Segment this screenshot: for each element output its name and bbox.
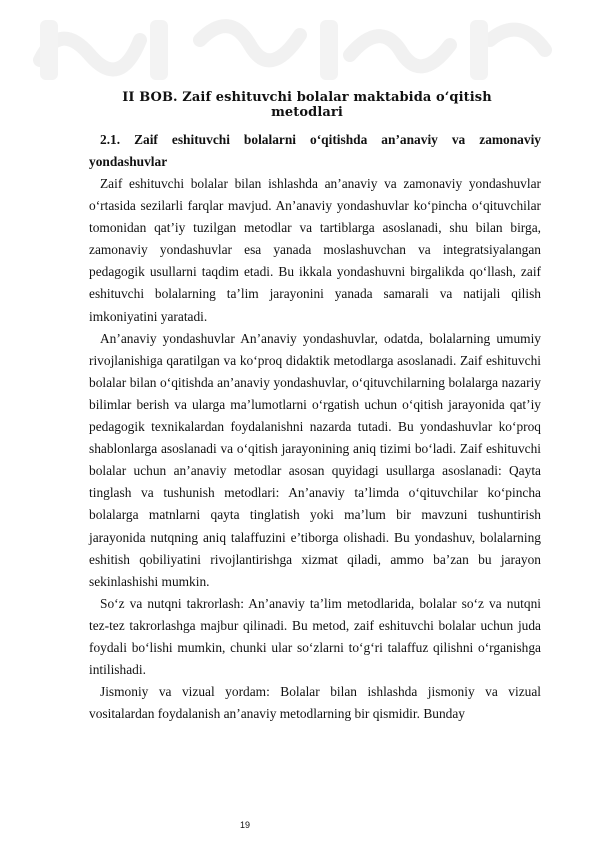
paragraph-3: So‘z va nutqni takrorlash: An’anaviy ta’lim metodlarida, bolalar so‘z va nutqni tez-tez takrorlashga majbur qilinadi. Bu metod, zaif eshituvchi bolalar uchun juda foydali bo‘lishi mumkin, chunki ular so‘zlarni to‘g‘ri talaffuz qilishni o‘rganishga intilishadi. <box>89 595 541 678</box>
document-page <box>89 90 541 725</box>
paragraph-4: Jismoniy va vizual yordam: Bolalar bilan ishlashda jismoniy va vizual vositalardan foydalanish an’anaviy metodlarning bir qismidir. Bunday <box>89 684 541 722</box>
paragraph-1: Zaif eshituvchi bolalar bilan ishlashda an’anaviy va zamonaviy yondashuvlar o‘rtasida sezilarli farqlar mavjud. An’anaviy yondashuvlar ko‘pincha o‘qituvchilar tomonidan qat’iy tuzilgan metodlar va tartiblarga asoslanadi, shu bilan birga, zamonaviy yondashuvlar esa yanada moslashuvchan va integratsiyalangan pedagogik usullarni taqdim etadi. Bu ikkala yondashuvni birgalikda qo‘llash, zaif eshituvchi bolalarning ta’lim jarayonini yanada samarali va natijali qilish imkoniyatini yaratadi. <box>89 176 541 324</box>
chapter-title: II BOB. Zaif eshituvchi bolalar maktabida o‘qitish metodlari <box>122 90 492 120</box>
section-title <box>89 129 541 173</box>
page-number: 19 <box>240 820 251 830</box>
paragraph-2: An’anaviy yondashuvlar An’anaviy yondashuvlar, odatda, bolalarning umumiy rivojlanishiga qaratilgan va ko‘proq didaktik metodlarga asoslanadi. Zaif eshituvchi bolalar bilan o‘qitishda an’anaviy yondashuvlar, o‘qituvchilarning bolalarga nazariy bilimlar berish va ularga ma’lumotlarni o‘rgatish uchun o‘qitish jarayonida qat’iy pedagogik texnikalardan foydalanishni nazarda tutadi. Bu yondashuvlar ko‘proq shablonlarga asoslanadi va o‘qitish jarayonining aniq tizimi bo‘ladi. Zaif eshituvchi bolalar uchun an’anaviy metodlar asosan quyidagi usullarga asoslanadi: Qayta tinglash va tushunish metodlari: An’anaviy ta’limda o‘qituvchilar ko‘pincha bolalarga matnlarni qayta tinglatish yoki ma’lum bir mavzuni tushuntirish jarayonida nutqning aniq talaffuzini e’tiborga olishadi. Bu yondashuv, bolalarning eshitish qobiliyatini rivojlantirishga xizmat qiladi, ammo ba’zan bu jarayon sekinlashishi mumkin. <box>89 330 541 589</box>
section-title-text: 2.1. Zaif eshituvchi bolalarni o‘qitishda an’anaviy va zamonaviy yondashuvlar <box>89 132 541 169</box>
